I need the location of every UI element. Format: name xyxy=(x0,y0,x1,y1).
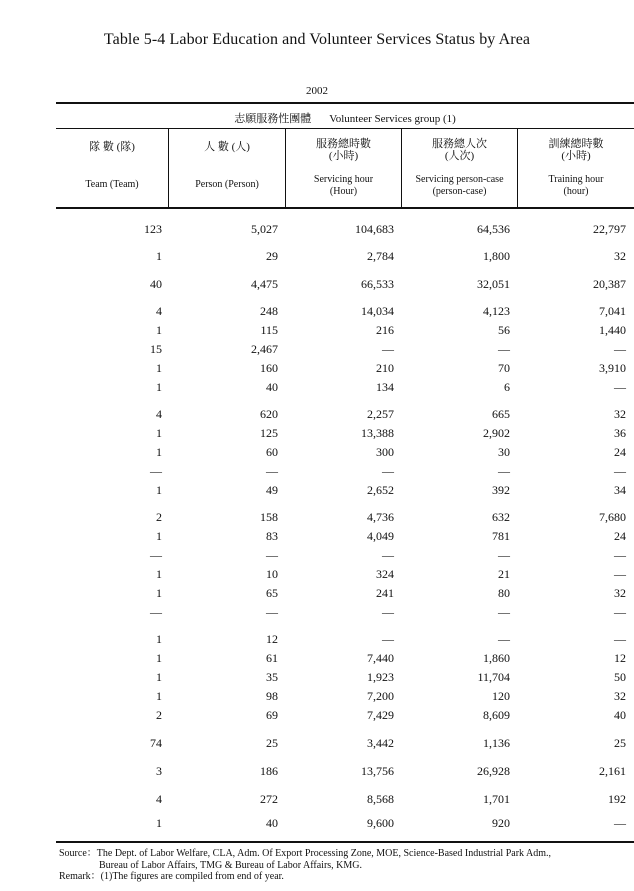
cell-team: 1 xyxy=(156,670,162,684)
cell-training-hour: — xyxy=(614,548,626,562)
column-header-en: Person (Person) xyxy=(195,179,259,190)
cell-servicing-person-case: 64,536 xyxy=(477,222,510,236)
cell-person: 620 xyxy=(260,407,278,421)
cell-training-hour: 7,041 xyxy=(599,304,626,318)
cell-team: 1 xyxy=(156,651,162,665)
column-header-zh-unit: (小時) xyxy=(328,150,359,162)
remark-note xyxy=(59,871,629,883)
cell-servicing-person-case: — xyxy=(498,632,510,646)
cell-team: 1 xyxy=(156,445,162,459)
cell-servicing-person-case: 30 xyxy=(498,445,510,459)
cell-training-hour: 20,387 xyxy=(593,277,626,291)
cell-person: 69 xyxy=(266,708,278,722)
cell-person: 65 xyxy=(266,586,278,600)
cell-training-hour: 50 xyxy=(614,670,626,684)
cell-person: 83 xyxy=(266,529,278,543)
cell-servicing-hour: 7,200 xyxy=(367,689,394,703)
column-header-zh: 隊 數 (隊) xyxy=(89,141,135,153)
cell-person: 160 xyxy=(260,361,278,375)
column-header-zh: 服務總人次 xyxy=(432,138,487,150)
cell-servicing-person-case: 1,860 xyxy=(483,651,510,665)
cell-servicing-hour: 7,429 xyxy=(367,708,394,722)
cell-servicing-hour: 4,049 xyxy=(367,529,394,543)
cell-person: 12 xyxy=(266,632,278,646)
cell-servicing-person-case: 80 xyxy=(498,586,510,600)
column-header-zh: 服務總時數 xyxy=(316,138,371,150)
cell-person: 248 xyxy=(260,304,278,318)
cell-servicing-person-case: 11,704 xyxy=(477,670,510,684)
cell-team: 1 xyxy=(156,816,162,830)
cell-team: 1 xyxy=(156,632,162,646)
remark-label: Remark： xyxy=(59,871,101,882)
column-header-training-hour xyxy=(518,138,634,198)
cell-training-hour: 25 xyxy=(614,736,626,750)
cell-training-hour: 32 xyxy=(614,689,626,703)
cell-servicing-person-case: 21 xyxy=(498,567,510,581)
cell-servicing-hour: 14,034 xyxy=(361,304,394,318)
cell-training-hour: — xyxy=(614,632,626,646)
group-rule xyxy=(56,128,634,129)
cell-person: 25 xyxy=(266,736,278,750)
column-header-en: Servicing person-case xyxy=(415,174,504,185)
cell-team: 123 xyxy=(144,222,162,236)
cell-servicing-person-case: — xyxy=(498,605,510,619)
cell-servicing-hour: 13,388 xyxy=(361,426,394,440)
cell-team: 74 xyxy=(150,736,162,750)
cell-servicing-hour: 4,736 xyxy=(367,510,394,524)
table-title: Table 5-4 Labor Education and Volunteer Services Status by Area xyxy=(103,31,531,48)
column-header-en-unit: (hour) xyxy=(563,186,589,197)
cell-person: 115 xyxy=(260,323,278,337)
column-header-en-unit: (Hour) xyxy=(329,186,358,197)
cell-servicing-hour: 210 xyxy=(376,361,394,375)
cell-team: 1 xyxy=(156,689,162,703)
cell-training-hour: 32 xyxy=(614,407,626,421)
cell-servicing-hour: 8,568 xyxy=(367,792,394,806)
cell-team: 1 xyxy=(156,529,162,543)
cell-person: 35 xyxy=(266,670,278,684)
cell-servicing-person-case: 4,123 xyxy=(483,304,510,318)
column-header-en: Team (Team) xyxy=(85,179,139,190)
column-header-servicing-hour xyxy=(286,138,401,198)
cell-person: 98 xyxy=(266,689,278,703)
cell-servicing-hour: 3,442 xyxy=(367,736,394,750)
column-header-zh: 人 數 (人) xyxy=(204,141,250,153)
column-header-person xyxy=(169,141,285,191)
cell-team: 3 xyxy=(156,764,162,778)
cell-servicing-person-case: 32,051 xyxy=(477,277,510,291)
cell-person: 5,027 xyxy=(251,222,278,236)
cell-servicing-person-case: — xyxy=(498,464,510,478)
cell-team: 4 xyxy=(156,792,162,806)
cell-training-hour: — xyxy=(614,605,626,619)
cell-team: — xyxy=(150,464,162,478)
cell-person: 272 xyxy=(260,792,278,806)
top-rule xyxy=(56,102,634,104)
cell-training-hour: 34 xyxy=(614,483,626,497)
cell-training-hour: 22,797 xyxy=(593,222,626,236)
cell-servicing-person-case: 1,701 xyxy=(483,792,510,806)
remark-text: (1)The figures are compiled from end of year. xyxy=(100,871,284,882)
cell-person: 40 xyxy=(266,816,278,830)
cell-training-hour: — xyxy=(614,342,626,356)
cell-training-hour: 32 xyxy=(614,249,626,263)
cell-servicing-hour: — xyxy=(382,632,394,646)
cell-team: 4 xyxy=(156,304,162,318)
cell-training-hour: — xyxy=(614,567,626,581)
cell-training-hour: — xyxy=(614,816,626,830)
cell-servicing-person-case: 26,928 xyxy=(477,764,510,778)
group-title-en: Volunteer Services group (1) xyxy=(329,113,456,125)
cell-servicing-hour: 104,683 xyxy=(355,222,394,236)
cell-person: 61 xyxy=(266,651,278,665)
cell-person: — xyxy=(266,548,278,562)
cell-training-hour: 3,910 xyxy=(599,361,626,375)
cell-servicing-hour: — xyxy=(382,342,394,356)
cell-servicing-person-case: 1,800 xyxy=(483,249,510,263)
header-bottom-rule xyxy=(56,207,634,209)
column-header-servicing-person-case xyxy=(402,138,517,198)
cell-servicing-hour: 66,533 xyxy=(361,277,394,291)
cell-training-hour: 2,161 xyxy=(599,764,626,778)
cell-person: 40 xyxy=(266,380,278,394)
cell-servicing-hour: — xyxy=(382,548,394,562)
column-header-zh: 訓練總時數 xyxy=(548,138,604,150)
source-label: Source： xyxy=(59,848,97,859)
cell-servicing-person-case: 781 xyxy=(492,529,510,543)
cell-training-hour: — xyxy=(614,464,626,478)
cell-servicing-person-case: 920 xyxy=(492,816,510,830)
cell-person: 49 xyxy=(266,483,278,497)
cell-team: 1 xyxy=(156,380,162,394)
cell-team: 1 xyxy=(156,323,162,337)
cell-servicing-person-case: 2,902 xyxy=(483,426,510,440)
cell-servicing-hour: 13,756 xyxy=(361,764,394,778)
cell-servicing-person-case: — xyxy=(498,342,510,356)
cell-training-hour: 12 xyxy=(614,651,626,665)
cell-person: 2,467 xyxy=(251,342,278,356)
cell-training-hour: 1,440 xyxy=(599,323,626,337)
cell-training-hour: 32 xyxy=(614,586,626,600)
cell-person: — xyxy=(266,605,278,619)
cell-servicing-person-case: 392 xyxy=(492,483,510,497)
cell-training-hour: 192 xyxy=(608,792,626,806)
cell-team: 2 xyxy=(156,708,162,722)
cell-training-hour: 40 xyxy=(614,708,626,722)
cell-servicing-person-case: 632 xyxy=(492,510,510,524)
cell-person: 29 xyxy=(266,249,278,263)
cell-servicing-hour: — xyxy=(382,464,394,478)
cell-person: 125 xyxy=(260,426,278,440)
cell-team: 15 xyxy=(150,342,162,356)
cell-person: — xyxy=(266,464,278,478)
column-header-en: Training hour xyxy=(548,174,604,185)
cell-training-hour: — xyxy=(614,380,626,394)
cell-servicing-hour: 2,652 xyxy=(367,483,394,497)
cell-team: 1 xyxy=(156,249,162,263)
cell-servicing-hour: 300 xyxy=(376,445,394,459)
cell-training-hour: 24 xyxy=(614,445,626,459)
cell-servicing-person-case: 56 xyxy=(498,323,510,337)
cell-team: 40 xyxy=(150,277,162,291)
cell-servicing-person-case: 1,136 xyxy=(483,736,510,750)
cell-servicing-hour: 2,257 xyxy=(367,407,394,421)
column-header-team xyxy=(56,141,168,191)
cell-team: 1 xyxy=(156,586,162,600)
bottom-rule xyxy=(56,841,634,843)
cell-team: 4 xyxy=(156,407,162,421)
cell-servicing-hour: 241 xyxy=(376,586,394,600)
column-header-zh-unit: (小時) xyxy=(561,150,591,162)
group-title-zh: 志願服務性團體 xyxy=(234,113,312,125)
cell-team: — xyxy=(150,548,162,562)
cell-servicing-hour: 2,784 xyxy=(367,249,394,263)
cell-servicing-person-case: 8,609 xyxy=(483,708,510,722)
footer-notes xyxy=(59,848,629,883)
cell-team: 1 xyxy=(156,567,162,581)
cell-team: 1 xyxy=(156,483,162,497)
cell-servicing-hour: — xyxy=(382,605,394,619)
cell-training-hour: 24 xyxy=(614,529,626,543)
cell-person: 4,475 xyxy=(251,277,278,291)
column-header-en: Servicing hour xyxy=(313,174,374,185)
cell-servicing-hour: 324 xyxy=(376,567,394,581)
source-note xyxy=(59,848,629,860)
column-header-zh-unit: (人次) xyxy=(444,150,475,162)
cell-team: 1 xyxy=(156,426,162,440)
cell-servicing-hour: 7,440 xyxy=(367,651,394,665)
cell-servicing-person-case: 70 xyxy=(498,361,510,375)
cell-servicing-person-case: 6 xyxy=(504,380,510,394)
year-label: 2002 xyxy=(306,85,328,97)
cell-servicing-person-case: — xyxy=(498,548,510,562)
cell-servicing-hour: 216 xyxy=(376,323,394,337)
cell-person: 158 xyxy=(260,510,278,524)
cell-servicing-hour: 134 xyxy=(376,380,394,394)
group-header xyxy=(56,110,634,126)
cell-team: 1 xyxy=(156,361,162,375)
source-line-2: Bureau of Labor Affairs, TMG & Bureau of Labor Affairs, KMG. xyxy=(99,859,362,871)
cell-servicing-hour: 9,600 xyxy=(367,816,394,830)
cell-training-hour: 7,680 xyxy=(599,510,626,524)
source-line-1: The Dept. of Labor Welfare, CLA, Adm. Of Export Processing Zone, MOE, Science-Based Industrial Park Adm., xyxy=(96,848,551,859)
cell-servicing-person-case: 120 xyxy=(492,689,510,703)
column-header-en-unit: (person-case) xyxy=(432,186,487,197)
cell-servicing-hour: 1,923 xyxy=(367,670,394,684)
cell-team: 2 xyxy=(156,510,162,524)
cell-person: 60 xyxy=(266,445,278,459)
cell-training-hour: 36 xyxy=(614,426,626,440)
cell-servicing-person-case: 665 xyxy=(492,407,510,421)
cell-person: 186 xyxy=(260,764,278,778)
cell-team: — xyxy=(150,605,162,619)
cell-person: 10 xyxy=(266,567,278,581)
